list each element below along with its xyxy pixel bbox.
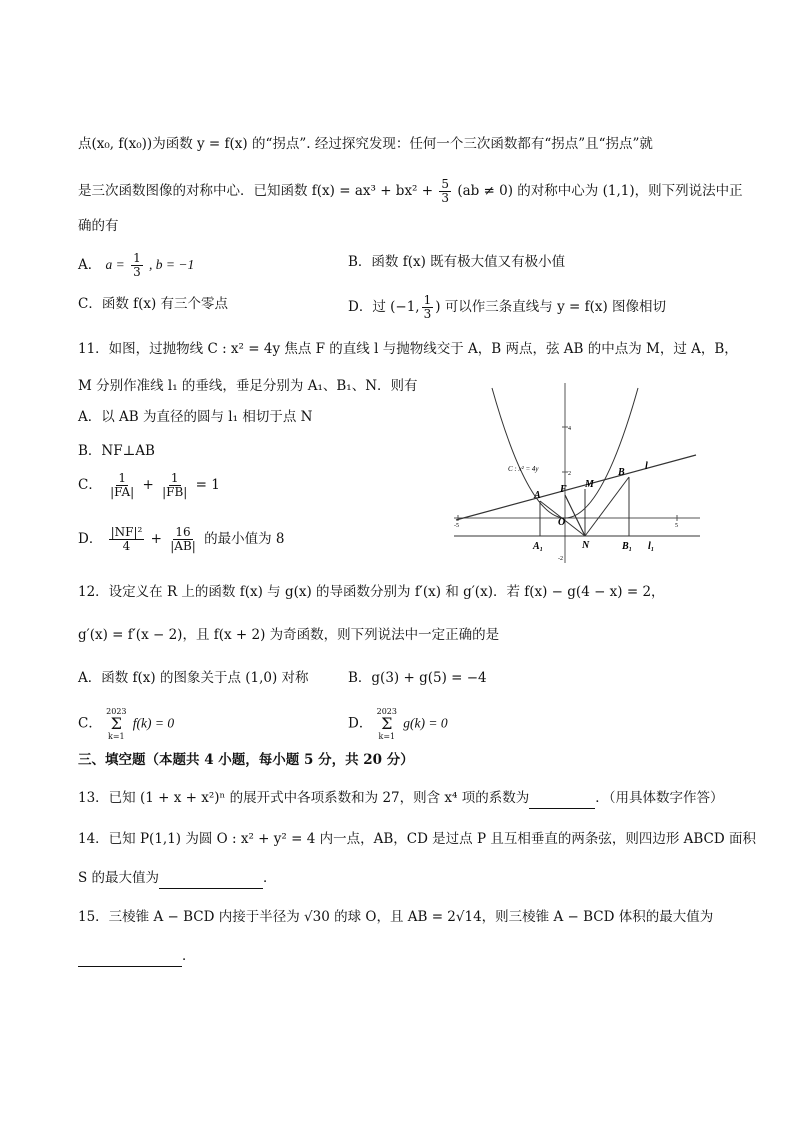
q15-text-b: ． [182,948,196,964]
answer-blank[interactable] [78,946,182,967]
option-c-rhs: = 1 [195,477,220,493]
label-l1: l₁ [648,541,655,552]
label-o: O [558,517,566,528]
q10-option-a [78,252,194,279]
q10-option-b: B．函数 f(x) 既有极大值又有极小值 [348,254,566,270]
label-f: F [560,484,567,495]
option-d-point-a: (−1, [390,299,420,315]
q14-text-a: S 的最大值为 [78,870,160,886]
q11-option-d: D． $\frac{\text{|NF|²}}{4}$ + $\frac{16}{|AB|}$ 的最小值为 8 [78,525,285,553]
answer-blank[interactable] [159,868,263,889]
option-label: C． [78,715,102,732]
q14-line-1: 14．已知 P(1,1) 为圆 O : x² + y² = 4 内一点，AB，CD 是过点 P 且互相垂直的两条弦，则四边形 ABCD 面积 [78,831,757,847]
sum-upper: 2023 [106,707,127,716]
intro-line-1: 点(x₀, f(x₀))为函数 y = f(x) 的“拐点”. 经过探究发现：任何一个三次函数都有“拐点”且“拐点”就 [78,136,653,152]
q15-line-2 [78,946,196,967]
q11-option-c: C． $\frac{1}{|FA|}$ + $\frac{1}{|FB|}$ = 1 [78,471,220,499]
fraction-numerator: 1 [423,293,432,307]
q13-text-b: ．（用具体数字作答） [595,790,724,806]
option-c-expr: f(k) = 0 [132,715,175,731]
option-label: A． [78,257,102,273]
fraction-denominator: 3 [441,191,450,205]
fraction-denominator: 4 [122,539,131,553]
q11-option-b: B．NF⊥AB [78,443,155,459]
label-b: B [618,467,625,478]
q10-option-c: C．函数 f(x) 有三个零点 [78,296,229,312]
label-m: M [585,479,594,490]
summation-symbol: 2023 Σ k=1 [376,707,397,741]
q12-option-d [348,707,448,741]
y-tick-label-2: 2 [568,471,571,477]
q12-stem-2: g′(x) = f′(x − 2)，且 f(x + 2) 为奇函数，则下列说法中一定正确的是 [78,627,500,643]
option-label: D． [348,715,373,732]
parabola-figure [452,383,702,565]
fraction-denominator: 3 [423,307,432,321]
x-tick-label-5: 5 [675,523,678,529]
fraction-denominator: |FA| [110,485,135,499]
label-l: l [645,461,648,472]
label-n: N [582,540,590,551]
q13-text-a: 13．已知 (1 + x + x²)ⁿ 的展开式中各项系数和为 27，则含 x⁴ 项的系数为 [78,790,530,806]
option-label: D． [78,531,103,547]
fraction-numerator: 16 [175,525,191,539]
answer-blank[interactable] [529,788,595,809]
q10-option-d [348,294,666,321]
intro-line-3: 确的有 [78,218,119,234]
sum-upper: 2023 [376,707,397,716]
option-d-text: D．过 [348,299,386,315]
q14-text-b: ． [263,870,277,886]
curve-label: C : x² = 4y [508,465,539,473]
option-c-term-2 [160,472,189,499]
q11-stem-1: 11．如图，过抛物线 C : x² = 4y 焦点 F 的直线 l 与抛物线交于 A，B 两点，弦 AB 的中点为 M，过 A，B， [78,341,738,357]
q12-option-c [78,707,174,741]
figure-background [452,383,702,565]
x-tick-label-neg5: -5 [454,523,459,529]
label-a: A [534,490,541,501]
fraction-denominator: 3 [133,265,141,279]
q12-option-b: B．g(3) + g(5) = −4 [348,670,487,686]
option-a-fraction [131,252,143,279]
section-heading: 三、填空题（本题共 4 小题，每小题 5 分，共 20 分） [78,752,414,768]
q11-option-a: A．以 AB 为直径的圆与 l₁ 相切于点 N [78,409,313,425]
intro-fraction [439,178,451,205]
fraction-numerator: 1 [118,471,126,485]
label-a1: A₁ [533,541,544,552]
fraction-denominator: |FB| [162,485,188,499]
fraction-numerator: 5 [441,177,450,191]
option-c-term-1 [108,472,136,499]
summation-symbol: 2023 Σ k=1 [106,707,127,741]
y-tick-label-neg2: -2 [558,556,563,562]
sum-lower: k=1 [108,732,125,741]
q11-stem-2: M 分别作准线 l₁ 的垂线，垂足分别为 A₁、B₁、N．则有 [78,378,418,394]
sum-lower: k=1 [378,732,396,741]
intro-line-2 [78,178,743,205]
q13-line [78,788,723,809]
fraction-denominator: |AB| [170,539,196,553]
option-label: C． [78,477,102,493]
intro-line-2-b: (ab ≠ 0) 的对称中心为 (1,1)，则下列说法中正 [457,183,743,199]
q15-line-1: 15．三棱锥 A − BCD 内接于半径为 √30 的球 O，且 AB = 2√14，则三棱锥 A − BCD 体积的最大值为 [78,909,714,925]
q12-stem-1: 12．设定义在 R 上的函数 f(x) 与 g(x) 的导函数分别为 f′(x) 和 g′(x)．若 f(x) − g(4 − x) = 2， [78,584,665,600]
label-b1: B₁ [622,541,633,552]
fraction-numerator: |NF|² [110,525,143,539]
option-d-point-b: ) [435,299,441,315]
y-tick-label-4: 4 [568,426,571,432]
fraction-numerator: 1 [170,471,179,485]
option-d-rhs: 的最小值为 8 [204,531,285,547]
option-d-text-b: 可以作三条直线与 y = f(x) 图像相切 [444,299,667,315]
option-d-term-2 [168,526,198,553]
option-a-text: a = [105,257,125,272]
q12-option-a: A．函数 f(x) 的图象关于点 (1,0) 对称 [78,670,309,686]
q14-line-2 [78,868,277,889]
option-a-text-b: , b = −1 [149,257,195,272]
option-d-fraction [422,294,434,321]
option-d-term-1 [109,526,145,553]
fraction-numerator: 1 [133,251,141,265]
intro-line-2-a: 是三次函数图像的对称中心．已知函数 f(x) = ax³ + bx² + [78,183,434,199]
option-d-expr: g(k) = 0 [403,715,448,731]
